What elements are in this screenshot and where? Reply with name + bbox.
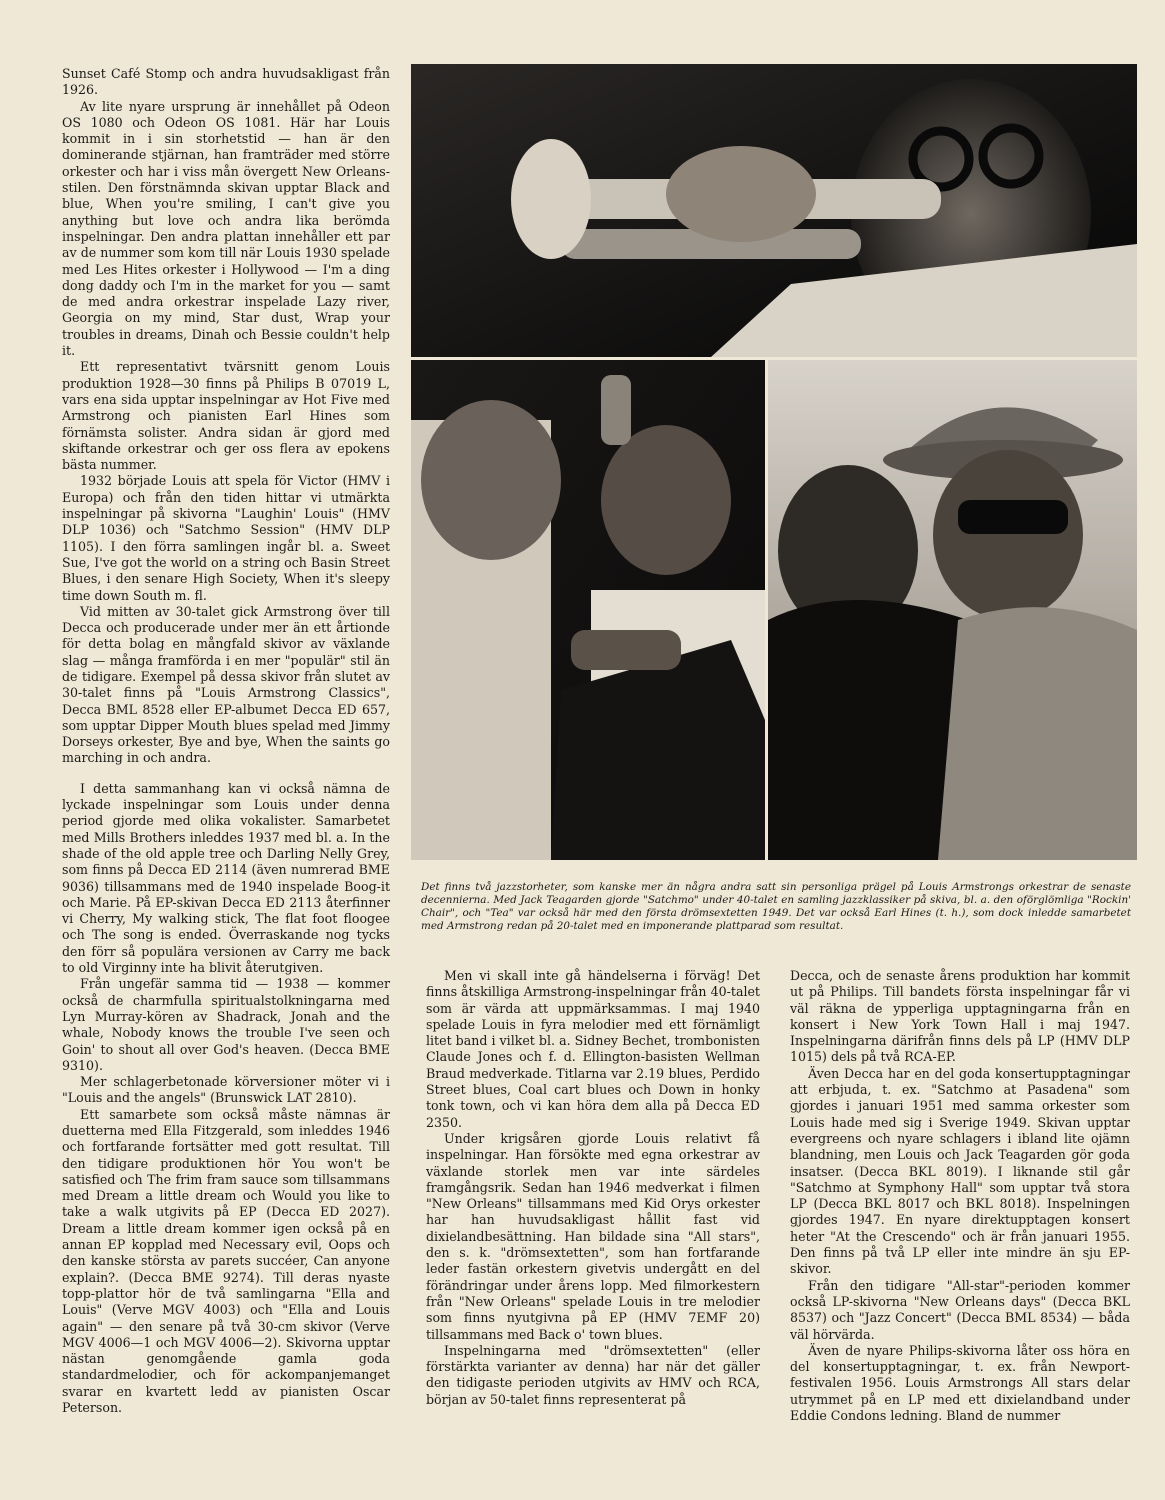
paragraph: Från ungefär samma tid — 1938 — kommer också de charmfulla spiritualstolkningarna med Lyn Murray-kören av Shadrack, Jonah and the whale, Nobody knows the trouble I've seen och Goin' to shout all over God's heaven. (Decca BME 9310). — [62, 976, 390, 1073]
paragraph: I detta sammanhang kan vi också nämna de lyckade inspelningar som Louis under denna period gjorde med olika vokalister. Samarbetet med Mills Brothers inleddes 1937 med bl. a. In the shade of the old apple tree och Darling Nelly Grey, som finns på Decca ED 2114 (även numrerad BME 9036) tillsammans med de 1940 inspelade Boog-it och Marie. På EP-skivan Decca ED 2113 återfinner vi Cherry, My walking stick, The flat foot floogee och The song is ended. Överraskande nog tycks den förr så populära versionen av Carry me back to old Virginny inte ha blivit återutgiven. — [62, 780, 390, 976]
photo-caption: Det finns två jazzstorheter, som kanske mer än några andra satt sin personliga prägel på Louis Armstrongs orkestrar de senaste decennierna. Med Jack Teagarden gjorde "Satchmo" under 40-talet en samling jazzklassiker på skiva, bl. a. den oförglömliga "Rockin' Chair", och "Tea" var också här med den första drömsextetten 1949. Det var också Earl Hines (t. h.), som dock inledde samarbetet med Armstrong redan på 20-talet med en imponerande plattparad som resultat. — [421, 881, 1131, 933]
paragraph: Ett samarbete som också måste nämnas är duetterna med Ella Fitzgerald, som inleddes 1946 och fortfarande fortsätter med gott resultat. Till den tidigare produktionen hör You won't be satisfied och The frim fram sauce som tillsammans med Dream a little dream och Would you like to take a walk utgivits på EP (Decca ED 2027). Dream a little dream kommer igen också på en annan EP kopplad med Necessary evil, Oops och den kanske största av parets succéer, Can anyone explain?. (Decca BME 9274). Till deras nyaste topp-plattor hör de två samlingarna "Ella and Louis" (Verve MGV 4003) och "Ella and Louis again" — den senare på två 30-cm skivor (Verve MGV 4006—1 och MGV 4006—2). Skivorna upptar nästan genomgående gamla goda standardmelodier, och för ackompanjemanget svarar en kvartett ledd av pianisten Oscar Peterson. — [62, 1106, 390, 1416]
article-column-left — [62, 66, 390, 1416]
paragraph: Inspelningarna med "drömsextetten" (eller förstärkta varianter av denna) har när det gäller den tidigaste perioden utgivits av HMV och RCA, början av 50-talet finns representerat på — [426, 1342, 760, 1407]
paragraph: Sunset Café Stomp och andra huvudsakligast från 1926. — [62, 66, 390, 98]
paragraph: Vid mitten av 30-talet gick Armstrong över till Decca och producerade under mer än ett årtionde för detta bolag en mångfald skivor av växlande slag — många framförda i en mer "populär" stil än de tidigare. Exempel på dessa skivor från slutet av 30-talet finns på "Louis Armstrong Classics", Decca BML 8528 eller EP-albumet Decca ED 657, som upptar Dipper Mouth blues spelad med Jimmy Dorseys orkester, Bye and bye, When the saints go marching in och andra. — [62, 603, 390, 766]
paragraph: Även Decca har en del goda konsertupptagningar att erbjuda, t. ex. "Satchmo at Pasadena" som gjordes i januari 1951 med samma orkester som Louis hade med sig i Sverige 1949. Skivan upptar evergreens och nyare schlagers i ibland lite ojämn blandning, men Louis och Jack Teagarden gör goda insatser. (Decca BKL 8019). I liknande stil går "Satchmo at Symphony Hall" som upptar två stora LP (Decca BKL 8017 och BKL 8018). Inspelningen gjordes 1947. En nyare direktupptagen konsert heter "At the Crescendo" och är från januari 1955. Den finns på två LP eller inte mindre än sju EP-skivor. — [790, 1065, 1130, 1277]
paragraph: Decca, och de senaste årens produktion har kommit ut på Philips. Till bandets första inspelningar får vi väl räkna de ypperliga upptagningarna från en konsert i New York Town Hall i maj 1947. Inspelningarna därifrån finns dels på LP (HMV DLP 1015) dels på två RCA-EP. — [790, 968, 1130, 1065]
paragraph: Av lite nyare ursprung är innehållet på Odeon OS 1080 och Odeon OS 1081. Här har Louis kommit in i sin storhetstid — han är den dominerande stjärnan, han framträder med större orkester och har i viss mån övergett New Orleans-stilen. Den förstnämnda skivan upptar Black and blue, When you're smiling, I can't give you anything but love och andra lika berömda inspelningar. Den andra plattan innehåller ett par av de nummer som kom till när Louis 1930 spelade med Les Hites orkester i Hollywood — I'm a ding dong daddy och I'm in the market for you — samt de med andra orkestrar inspelade Lazy river, Georgia on my mind, Star dust, Wrap your troubles in dreams, Dinah och Bessie couldn't help it. — [62, 98, 390, 359]
paragraph: Även de nyare Philips-skivorna låter oss höra en del konsertupptagningar, t. ex. från Newport-festivalen 1956. Louis Armstrongs All stars delar utrymmet på en LP med ett dixielandband under Eddie Condons ledning. Bland de nummer — [790, 1342, 1130, 1424]
article-column-right — [790, 968, 1130, 1424]
paragraph: 1932 började Louis att spela för Victor (HMV i Europa) och från den tiden hittar vi utmärkta inspelningar på skivorna "Laughin' Louis" (HMV DLP 1036) och "Satchmo Session" (HMV DLP 1105). I den förra samlingen ingår bl. a. Sweet Sue, I've got the world on a string och Basin Street Blues, i den senare High Society, When it's sleepy time down South m. fl. — [62, 473, 390, 603]
photo-trumpet-player — [411, 64, 1137, 357]
paragraph: Under krigsåren gjorde Louis relativt få inspelningar. Han försökte med egna orkestrar av växlande storlek men var inte särdeles framgångsrik. Sedan han 1946 medverkat i filmen "New Orleans" tillsammans med Kid Orys orkester har han huvudsakligast hållit fast vid dixielandbesättning. Han bildade sina "All stars", den s. k. "drömsextetten", som han fortfarande leder fastän orkestern givetvis undergått en del förändringar under årens lopp. Med filmorkestern från "New Orleans" spelade Louis in tre melodier som finns nyutgivna på EP (HMV 7EMF 20) tillsammans med Back o' town blues. — [426, 1130, 760, 1342]
article-column-middle — [426, 968, 760, 1408]
paragraph: Men vi skall inte gå händelserna i förväg! Det finns åtskilliga Armstrong-inspelningar från 40-talet som är värda att uppmärksammas. I maj 1940 spelade Louis in fyra melodier med ett förnämligt litet band i vilket bl. a. Sidney Bechet, trombonisten Claude Jones och f. d. Ellington-basisten Wellman Braud medverkade. Titlarna var 2.19 blues, Perdido Street blues, Coal cart blues och Down in honky tonk town, och vi kan höra dem alla på Decca ED 2350. — [426, 968, 760, 1130]
paragraph: Mer schlagerbetonade körversioner möter vi i "Louis and the angels" (Brunswick LAT 2810). — [62, 1074, 390, 1106]
photo-studio-session — [411, 360, 765, 860]
paragraph: Från den tidigare "All-star"-perioden kommer också LP-skivorna "New Orleans days" (Decca BKL 8537) och "Jazz Concert" (Decca BML 8534) — båda väl hörvärda. — [790, 1277, 1130, 1342]
paragraph: Ett representativt tvärsnitt genom Louis produktion 1928—30 finns på Philips B 07019 L, vars ena sida upptar inspelningar av Hot Five med Armstrong och pianisten Earl Hines som förnämsta solister. Andra sidan är gjord med skiftande orkestrar och ger oss flera av epokens bästa nummer. — [62, 359, 390, 473]
photo-two-men-hat — [768, 360, 1137, 860]
